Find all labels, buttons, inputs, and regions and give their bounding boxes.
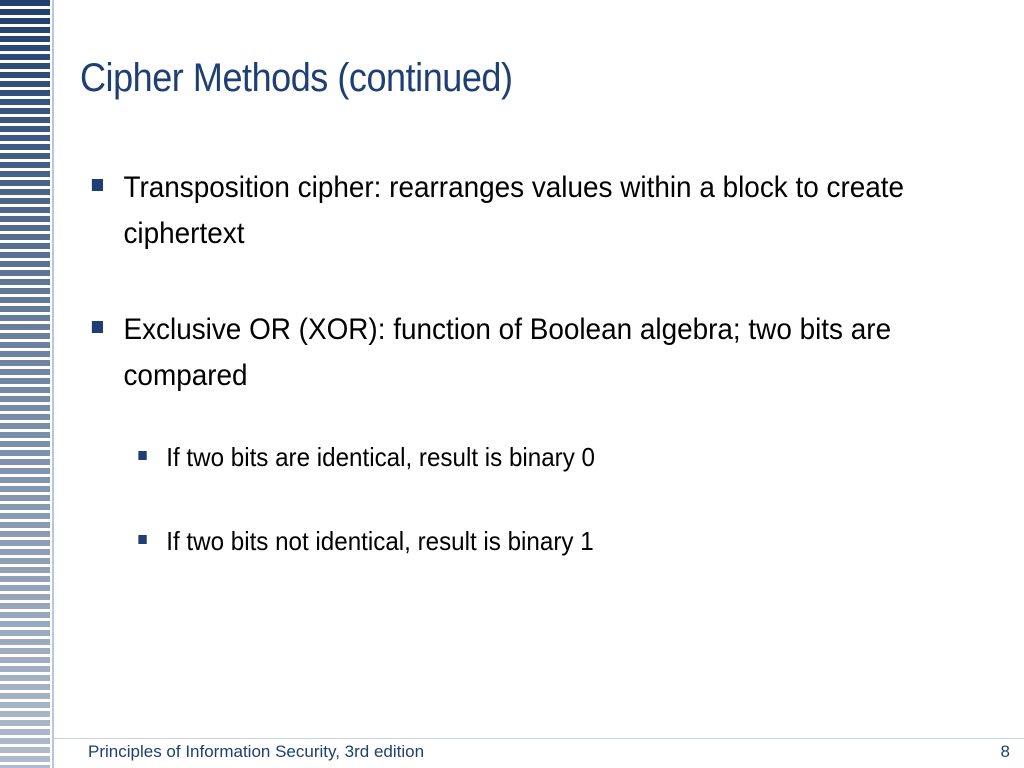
bullet-text: Exclusive OR (XOR): function of Boolean algebra; two bits are compared (123, 313, 892, 392)
sub-bullet-text: If two bits not identical, result is binary 1 (166, 526, 594, 556)
square-bullet-icon (138, 451, 146, 460)
bullet-item (90, 165, 960, 257)
square-bullet-icon (138, 535, 146, 544)
sidebar-divider (52, 0, 54, 768)
decorative-striped-sidebar (0, 0, 50, 768)
slide-title: Cipher Methods (continued) (80, 56, 513, 100)
bullet-list (90, 165, 970, 605)
bullet-text: Transposition cipher: rearranges values within a block to create ciphertext (123, 171, 905, 250)
sub-bullet-item (90, 437, 1003, 477)
footer-book-title: Principles of Information Security, 3rd edition (88, 742, 425, 761)
square-bullet-icon (92, 179, 103, 191)
square-bullet-icon (92, 321, 103, 333)
sub-bullet-text: If two bits are identical, result is binary 0 (166, 442, 595, 472)
footer-divider (54, 738, 1024, 739)
sub-bullet-item (90, 521, 1003, 561)
bullet-item (90, 307, 960, 399)
page-number: 8 (1000, 742, 1010, 761)
